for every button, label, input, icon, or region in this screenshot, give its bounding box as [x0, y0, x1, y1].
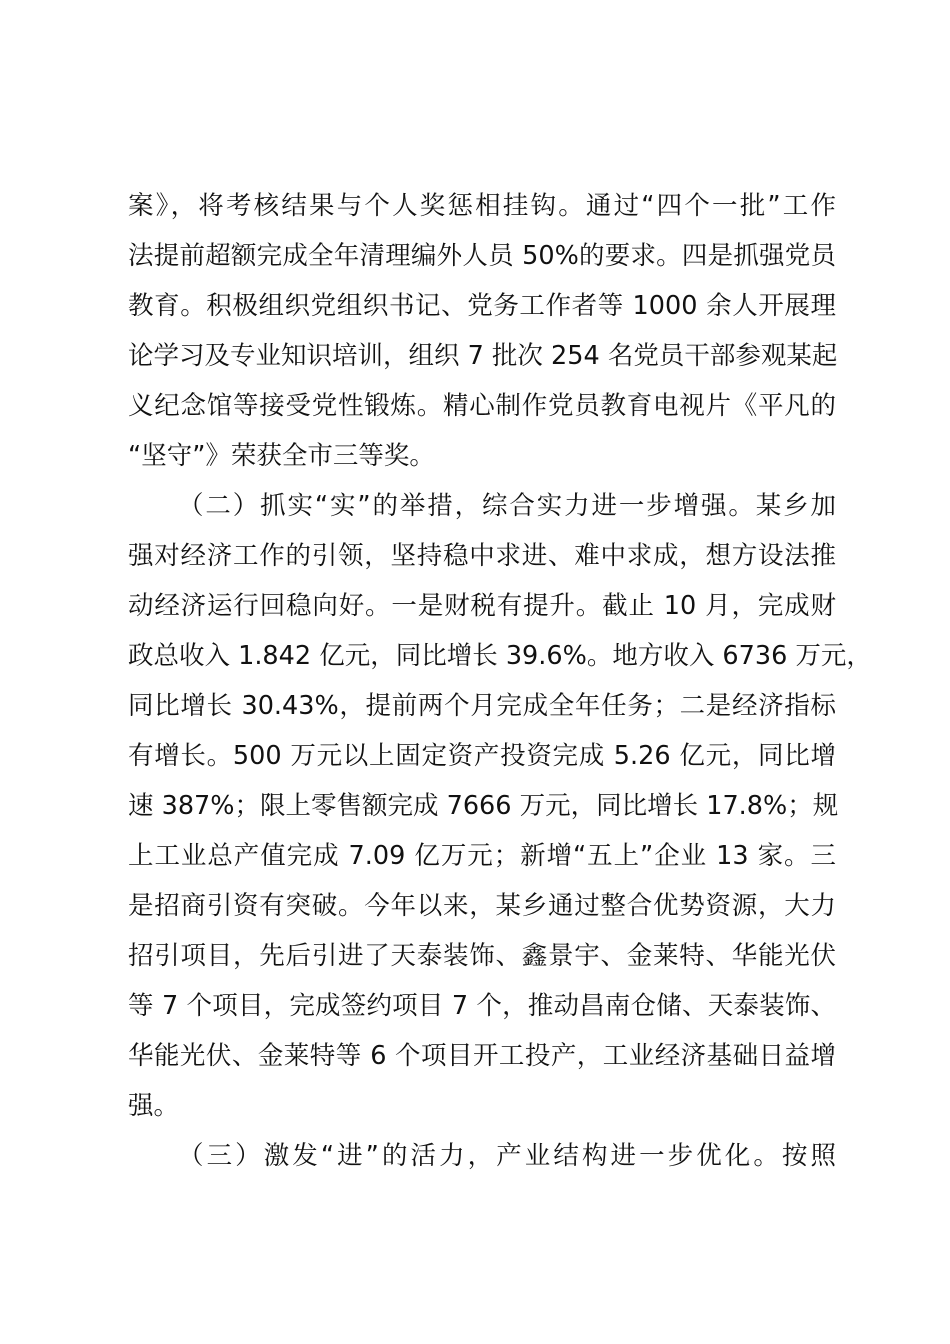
text-line-19: 强。 [128, 1091, 180, 1121]
text-line-2: 法提前超额完成全年清理编外人员 50%的要求。四是抓强党员 [128, 241, 836, 271]
text-line-7: （二）抓实“实”的举措，综合实力进一步增强。某乡加 [178, 491, 836, 521]
text-line-17: 等 7 个项目，完成签约项目 7 个，推动昌南仓储、天泰装饰、 [128, 991, 836, 1021]
text-line-4: 论学习及专业知识培训，组织 7 批次 254 名党员干部参观某起 [128, 341, 838, 371]
text-line-9: 动经济运行回稳向好。一是财税有提升。截止 10 月，完成财 [128, 591, 836, 621]
text-line-15: 是招商引资有突破。今年以来，某乡通过整合优势资源，大力 [128, 891, 836, 921]
text-line-18: 华能光伏、金莱特等 6 个项目开工投产，工业经济基础日益增 [128, 1041, 836, 1071]
text-line-8: 强对经济工作的引领，坚持稳中求进、难中求成，想方设法推 [128, 541, 836, 571]
text-line-12: 有增长。500 万元以上固定资产投资完成 5.26 亿元，同比增 [128, 741, 836, 771]
text-line-6: “坚守”》荣获全市三等奖。 [128, 441, 435, 471]
text-line-13: 速 387%；限上零售额完成 7666 万元，同比增长 17.8%；规 [128, 791, 839, 821]
text-line-16: 招引项目，先后引进了天泰装饰、鑫景宇、金莱特、华能光伏 [128, 941, 836, 971]
text-line-11: 同比增长 30.43%，提前两个月完成全年任务；二是经济指标 [128, 691, 836, 721]
text-line-5: 义纪念馆等接受党性锻炼。精心制作党员教育电视片《平凡的 [128, 391, 836, 421]
text-line-3: 教育。积极组织党组织书记、党务工作者等 1000 余人开展理 [128, 291, 836, 321]
text-line-1: 案》，将考核结果与个人奖惩相挂钩。通过“四个一批”工作 [128, 191, 836, 221]
text-line-10: 政总收入 1.842 亿元，同比增长 39.6%。地方收入 6736 万元， [128, 641, 872, 671]
text-line-20: （三）激发“进”的活力，产业结构进一步优化。按照 [178, 1141, 836, 1171]
text-line-14: 上工业总产值完成 7.09 亿万元；新增“五上”企业 13 家。三 [128, 841, 836, 871]
